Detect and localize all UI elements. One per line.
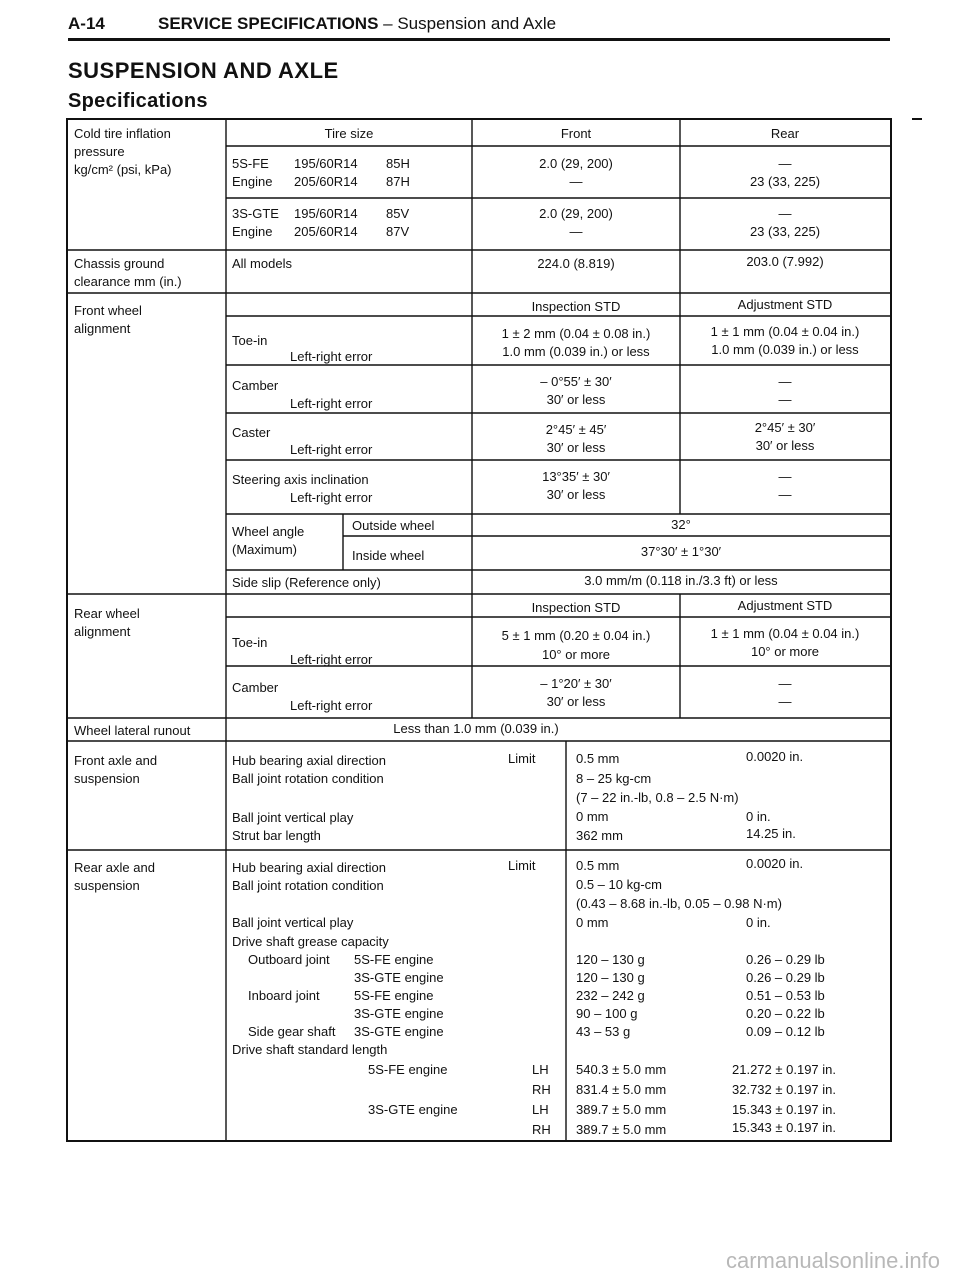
header-section: SERVICE SPECIFICATIONS — [158, 14, 379, 33]
front-alignment-label-1: Front wheel — [74, 303, 142, 318]
tire-size: 205/60R14 — [294, 224, 358, 239]
col-rear: Rear — [770, 126, 800, 141]
clearance-label-2: clearance mm (in.) — [74, 274, 182, 289]
front-toe-adj: 1.0 mm (0.039 in.) or less — [711, 342, 859, 357]
front-caster-error: Left-right error — [290, 442, 373, 457]
front-caster-insp: 2°45′ ± 45′ — [545, 422, 607, 437]
front-play-mm: 0 mm — [576, 809, 609, 824]
std-length-label: Drive shaft standard length — [232, 1042, 388, 1057]
grease-lb: 0.26 – 0.29 lb — [746, 970, 825, 985]
rear-col-adjustment: Adjustment STD — [737, 598, 833, 613]
rear-toe-adj: 10° or more — [750, 644, 820, 659]
front-camber-adj: — — [778, 392, 792, 407]
tire-rear-value: 23 (33, 225) — [749, 174, 821, 189]
rear-axle-label-2: suspension — [74, 878, 140, 893]
length-in: 15.343 ± 0.197 in. — [732, 1102, 836, 1117]
page-subtitle: Specifications — [68, 90, 208, 112]
side-gear-shaft-label: Side gear shaft — [248, 1024, 336, 1039]
inboard-5sfe: 5S-FE engine — [354, 988, 434, 1003]
front-limit: Limit — [508, 751, 536, 766]
rear-col-inspection: Inspection STD — [531, 600, 621, 615]
front-caster-adj: 2°45′ ± 30′ — [754, 420, 816, 435]
wheel-angle-maximum: (Maximum) — [232, 542, 297, 557]
side-lh: LH — [532, 1102, 549, 1117]
std-length-5sfe: 5S-FE engine — [368, 1062, 448, 1077]
length-in: 15.343 ± 0.197 in. — [732, 1120, 836, 1135]
tire-rear-value: — — [778, 206, 792, 221]
rear-rotation-value: 0.5 – 10 kg-cm — [576, 877, 662, 892]
length-in: 32.732 ± 0.197 in. — [732, 1082, 836, 1097]
clearance-rear: 203.0 (7.992) — [746, 254, 824, 269]
std-length-3sgte: 3S-GTE engine — [368, 1102, 458, 1117]
rear-camber-insp: 30′ or less — [546, 694, 606, 709]
front-toe-adj: 1 ± 1 mm (0.04 ± 0.04 in.) — [710, 324, 860, 339]
front-caster: Caster — [232, 425, 271, 440]
tire-label-3: kg/cm² (psi, kPa) — [74, 162, 172, 177]
tire-rear-value: — — [778, 156, 792, 171]
tire-load-index: 87V — [386, 224, 410, 239]
edge-mark — [912, 118, 922, 120]
tire-front-value: 2.0 (29, 200) — [539, 206, 613, 221]
runout-label: Wheel lateral runout — [74, 723, 191, 738]
grease-lb: 0.51 – 0.53 lb — [746, 988, 825, 1003]
tire-size: 195/60R14 — [294, 206, 358, 221]
front-col-inspection: Inspection STD — [531, 299, 621, 314]
front-rotation-value: 8 – 25 kg-cm — [576, 771, 652, 786]
front-caster-adj: 30′ or less — [755, 438, 815, 453]
rear-hub-axial: Hub bearing axial direction — [232, 860, 386, 875]
tire-front-value: 2.0 (29, 200) — [539, 156, 613, 171]
front-toe-insp: 1.0 mm (0.039 in.) or less — [502, 344, 650, 359]
outboard-joint-label: Outboard joint — [248, 952, 330, 967]
tire-size: 195/60R14 — [294, 156, 358, 171]
clearance-front: 224.0 (8.819) — [537, 256, 615, 271]
grease-capacity-label: Drive shaft grease capacity — [232, 934, 389, 949]
wheel-angle-label: Wheel angle — [232, 524, 305, 539]
front-strut-in: 14.25 in. — [746, 826, 796, 841]
front-axle-label-1: Front axle and — [74, 753, 158, 768]
page-header — [68, 12, 890, 41]
side-slip-label: Side slip (Reference only) — [232, 575, 381, 590]
length-in: 21.272 ± 0.197 in. — [732, 1062, 836, 1077]
inboard-3sgte: 3S-GTE engine — [354, 1006, 444, 1021]
rear-camber-insp: – 1°20′ ± 30′ — [540, 676, 612, 691]
front-col-adjustment: Adjustment STD — [737, 297, 833, 312]
rear-toe-error: Left-right error — [290, 652, 373, 667]
front-ball-play: Ball joint vertical play — [232, 810, 354, 825]
outside-wheel-value: 32° — [671, 517, 691, 532]
grease-g: 120 – 130 g — [576, 970, 645, 985]
front-play-in: 0 in. — [746, 809, 771, 824]
rear-alignment-label-2: alignment — [74, 624, 131, 639]
rear-rotation-value: (0.43 – 8.68 in.-lb, 0.05 – 0.98 N·m) — [576, 896, 782, 911]
grease-lb: 0.26 – 0.29 lb — [746, 952, 825, 967]
col-tire-size: Tire size — [324, 126, 374, 141]
front-toe-in: Toe-in — [232, 333, 268, 348]
grease-lb: 0.09 – 0.12 lb — [746, 1024, 825, 1039]
length-mm: 831.4 ± 5.0 mm — [576, 1082, 667, 1097]
clearance-item: All models — [232, 256, 292, 271]
tire-load-index: 85H — [386, 156, 410, 171]
watermark: carmanualsonline.info — [725, 1248, 940, 1273]
page-title: SUSPENSION AND AXLE — [68, 58, 339, 83]
front-axle-label-2: suspension — [74, 771, 140, 786]
front-alignment-label-2: alignment — [74, 321, 131, 336]
front-strut-mm: 362 mm — [576, 828, 623, 843]
front-rotation-value: (7 – 22 in.-lb, 0.8 – 2.5 N·m) — [576, 790, 739, 805]
tire-load-index: 87H — [386, 174, 410, 189]
tire-load-index: 85V — [386, 206, 410, 221]
header-subsection: – Suspension and Axle — [383, 14, 557, 33]
page-number: A-14 — [68, 14, 105, 33]
front-strut-length: Strut bar length — [232, 828, 321, 843]
tire-engine-word: Engine — [232, 224, 273, 239]
length-mm: 540.3 ± 5.0 mm — [576, 1062, 667, 1077]
rear-ball-play: Ball joint vertical play — [232, 915, 354, 930]
front-sai-adj: — — [778, 487, 792, 502]
rear-axle-label-1: Rear axle and — [74, 860, 155, 875]
front-sai: Steering axis inclination — [232, 472, 369, 487]
rear-toe-in: Toe-in — [232, 635, 268, 650]
side-rh: RH — [532, 1122, 551, 1137]
length-mm: 389.7 ± 5.0 mm — [576, 1102, 667, 1117]
side-rh: RH — [532, 1082, 551, 1097]
tire-front-value: — — [569, 174, 583, 189]
grease-g: 120 – 130 g — [576, 952, 645, 967]
front-sai-error: Left-right error — [290, 490, 373, 505]
rear-ball-rotation: Ball joint rotation condition — [232, 878, 384, 893]
front-camber-insp: 30′ or less — [546, 392, 606, 407]
rear-camber-error: Left-right error — [290, 698, 373, 713]
front-sai-adj: — — [778, 469, 792, 484]
outboard-3sgte: 3S-GTE engine — [354, 970, 444, 985]
tire-engine-word: Engine — [232, 174, 273, 189]
front-sai-insp: 13°35′ ± 30′ — [542, 469, 610, 484]
rear-camber-adj: — — [778, 676, 792, 691]
outside-wheel-label: Outside wheel — [352, 518, 435, 533]
front-camber-adj: — — [778, 374, 792, 389]
front-camber-error: Left-right error — [290, 396, 373, 411]
header-title — [158, 14, 556, 34]
length-mm: 389.7 ± 5.0 mm — [576, 1122, 667, 1137]
grease-g: 43 – 53 g — [576, 1024, 631, 1039]
front-toe-insp: 1 ± 2 mm (0.04 ± 0.08 in.) — [501, 326, 651, 341]
front-hub-axial: Hub bearing axial direction — [232, 753, 386, 768]
rear-toe-adj: 1 ± 1 mm (0.04 ± 0.04 in.) — [710, 626, 860, 641]
tire-label-1: Cold tire inflation — [74, 126, 171, 141]
grease-g: 90 – 100 g — [576, 1006, 638, 1021]
rear-limit: Limit — [508, 858, 536, 873]
side-slip-value: 3.0 mm/m (0.118 in./3.3 ft) or less — [584, 573, 778, 588]
clearance-label-1: Chassis ground — [74, 256, 165, 271]
front-hub-mm: 0.5 mm — [576, 751, 620, 766]
rear-alignment-label-1: Rear wheel — [74, 606, 140, 621]
tire-label-2: pressure — [74, 144, 125, 159]
rear-hub-mm: 0.5 mm — [576, 858, 620, 873]
tire-engine-5sfe: 5S-FE — [232, 156, 269, 171]
tire-size: 205/60R14 — [294, 174, 358, 189]
rear-hub-in: 0.0020 in. — [746, 856, 804, 871]
rear-play-in: 0 in. — [746, 915, 771, 930]
rear-camber: Camber — [232, 680, 279, 695]
front-toe-error: Left-right error — [290, 349, 373, 364]
front-caster-insp: 30′ or less — [546, 440, 606, 455]
front-camber: Camber — [232, 378, 279, 393]
outboard-5sfe: 5S-FE engine — [354, 952, 434, 967]
side-gear-3sgte: 3S-GTE engine — [354, 1024, 444, 1039]
front-hub-in: 0.0020 in. — [746, 749, 804, 764]
rear-toe-insp: 5 ± 1 mm (0.20 ± 0.04 in.) — [501, 628, 651, 643]
front-camber-insp: – 0°55′ ± 30′ — [540, 374, 612, 389]
grease-lb: 0.20 – 0.22 lb — [746, 1006, 825, 1021]
tire-front-value: — — [569, 224, 583, 239]
specifications-table — [66, 118, 892, 1142]
front-ball-rotation: Ball joint rotation condition — [232, 771, 384, 786]
side-lh: LH — [532, 1062, 549, 1077]
rear-play-mm: 0 mm — [576, 915, 609, 930]
front-sai-insp: 30′ or less — [546, 487, 606, 502]
rear-camber-adj: — — [778, 694, 792, 709]
col-front: Front — [560, 126, 592, 141]
rear-toe-insp: 10° or more — [541, 647, 611, 662]
tire-rear-value: 23 (33, 225) — [749, 224, 821, 239]
tire-engine-3sgte: 3S-GTE — [232, 206, 279, 221]
runout-value: Less than 1.0 mm (0.039 in.) — [393, 721, 559, 736]
inside-wheel-label: Inside wheel — [352, 548, 425, 563]
grease-g: 232 – 242 g — [576, 988, 645, 1003]
inside-wheel-value: 37°30′ ± 1°30′ — [640, 544, 722, 559]
inboard-joint-label: Inboard joint — [248, 988, 320, 1003]
